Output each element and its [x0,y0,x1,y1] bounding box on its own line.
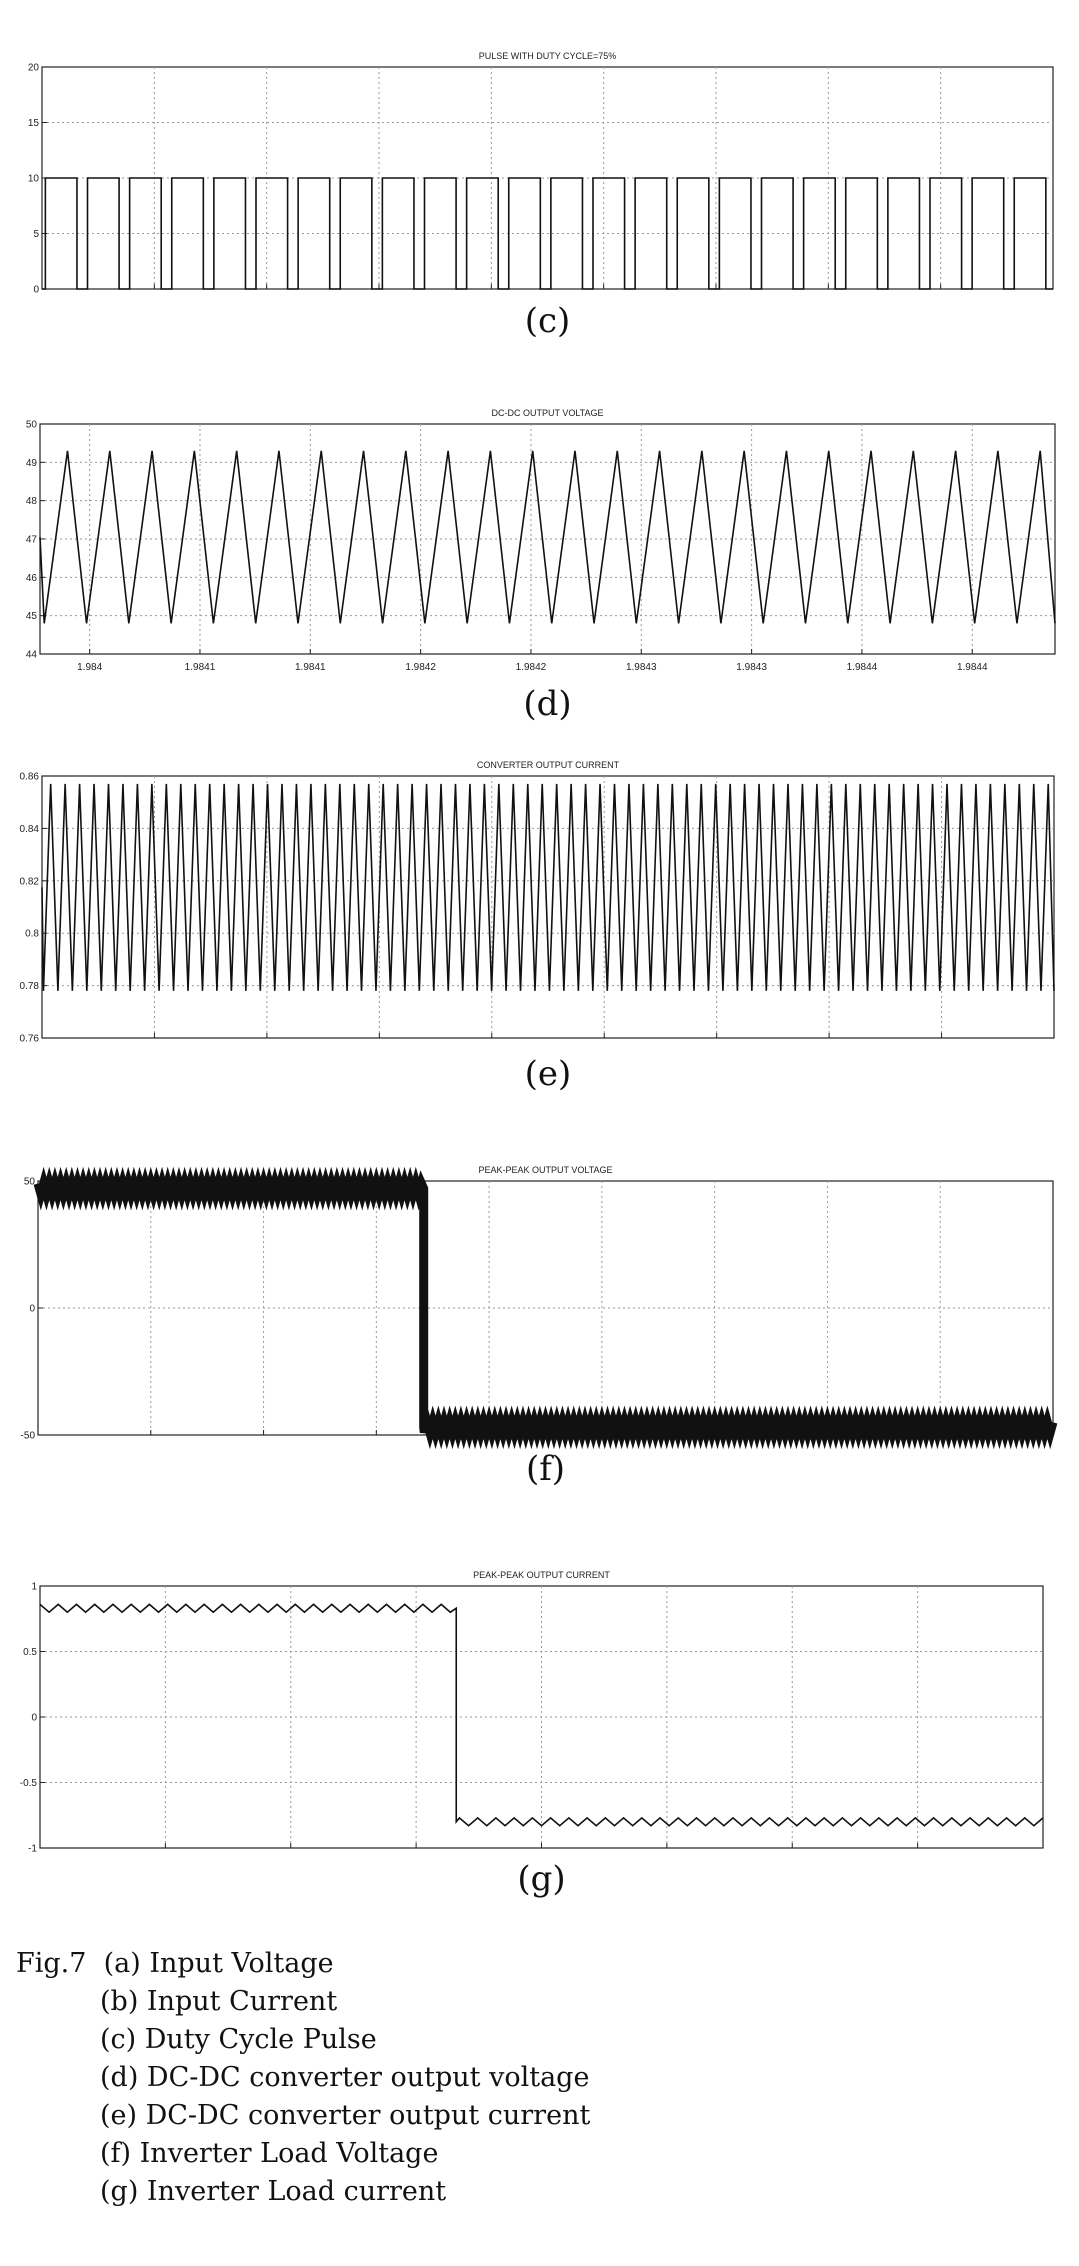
caption-item-c: (c) Duty Cycle Pulse [100,2024,377,2055]
y-tick-label: 50 [25,419,37,431]
chart-title: DC-DC OUTPUT VOLTAGE [491,408,604,418]
y-tick-label: 0.8 [25,928,39,940]
y-tick-label: 5 [33,229,39,240]
subfigure-label: (d) [523,684,572,724]
y-tick-label: 20 [27,62,39,74]
y-tick-label: 48 [25,496,37,508]
signal-line [40,451,1055,623]
x-tick-label: 1.9843 [625,662,657,673]
chart-e [20,760,1054,1094]
y-tick-label: -1 [28,1843,37,1855]
caption-prefix: Fig.7 [16,1948,87,1979]
subfigure-label: (c) [524,301,571,341]
caption-item-a: (a) Input Voltage [103,1948,334,1979]
chart-title: PEAK-PEAK OUTPUT VOLTAGE [478,1165,613,1175]
y-tick-label: 50 [23,1176,35,1188]
plot-frame [38,1181,1053,1435]
caption-item-f: (f) Inverter Load Voltage [100,2138,439,2169]
x-tick-label: 1.984 [77,662,103,673]
signal-line [42,784,1054,991]
signal-line [38,1184,1053,1433]
caption-item-e: (e) DC-DC converter output current [100,2100,591,2131]
y-tick-label: 0.5 [23,1647,37,1658]
y-tick-label: 0 [29,1303,35,1315]
caption-item-g: (g) Inverter Load current [100,2176,447,2207]
y-tick-label: 15 [27,118,39,129]
figure-caption [16,1945,590,2211]
x-tick-label: 1.9844 [956,662,988,673]
y-tick-label: 49 [25,457,37,469]
chart-title: PULSE WITH DUTY CYCLE=75% [478,51,617,61]
caption-line-0 [16,1945,590,1983]
y-tick-label: 44 [25,649,37,661]
chart-g [20,1570,1043,1899]
plot-frame [40,424,1055,654]
subfigure-label: (e) [524,1054,572,1094]
x-tick-label: 1.9841 [184,662,216,673]
y-tick-label: 0 [31,1712,37,1724]
chart-title: PEAK-PEAK OUTPUT CURRENT [473,1570,610,1580]
y-tick-label: 0.86 [19,771,39,783]
y-tick-label: 46 [25,572,37,584]
subfigure-label: (f) [525,1449,566,1489]
y-tick-label: 45 [25,611,37,623]
chart-c [28,51,1053,341]
y-tick-label: 0.84 [19,823,39,835]
chart-title: CONVERTER OUTPUT CURRENT [476,760,620,770]
chart-f [21,1165,1053,1489]
x-tick-label: 1.9842 [405,662,436,673]
y-tick-label: 0.78 [19,981,39,993]
caption-item-b: (b) Input Current [100,1986,338,2017]
x-tick-label: 1.9844 [846,662,878,673]
x-tick-label: 1.9841 [295,662,326,673]
y-tick-label: -0.5 [19,1778,37,1789]
caption-item-d: (d) DC-DC converter output voltage [100,2062,590,2093]
subfigure-label: (g) [517,1859,566,1899]
y-tick-label: -50 [20,1430,35,1442]
y-tick-label: 10 [27,173,39,185]
y-tick-label: 0 [33,284,39,296]
x-tick-label: 1.9843 [736,662,767,673]
y-tick-label: 0.82 [19,876,39,888]
y-tick-label: 1 [31,1581,37,1593]
y-tick-label: 0.76 [19,1033,39,1045]
chart-d [26,408,1055,724]
y-tick-label: 47 [25,534,37,546]
x-tick-label: 1.9842 [515,662,547,673]
